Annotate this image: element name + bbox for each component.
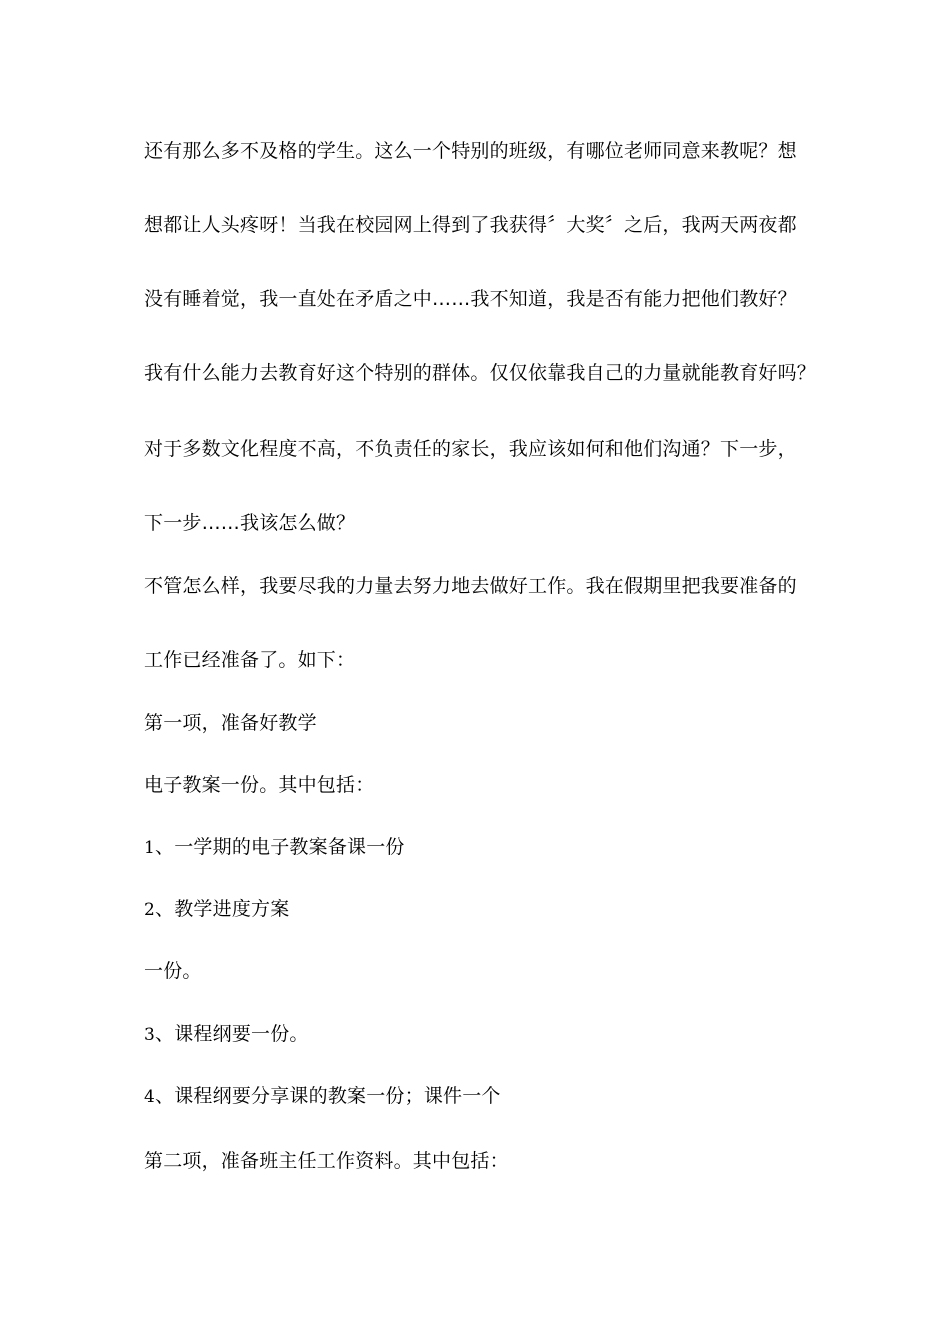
list-item [144,1022,309,1047]
paragraph-line-4: 我有什么能力去教育好这个特别的群体。仅仅依靠我自己的力量就能教育好吗？ [144,362,817,384]
section-heading-2: 第二项，准备班主任工作资料。其中包括： [144,1150,509,1172]
list-item-text: 、一学期的电子教案备课一份 [155,836,405,858]
list-item [144,897,289,922]
paragraph-line-1: 还有那么多不及格的学生。这么一个特别的班级，有哪位老师同意来教呢？想 [144,140,797,162]
section-heading-1: 第一项，准备好教学 [144,712,317,734]
paragraph-line-6: 下一步……我该怎么做？ [144,512,356,534]
paragraph-line-9: 电子教案一份。其中包括： [144,774,375,796]
list-item-number: 1 [144,838,156,858]
paragraph-line-8: 工作已经准备了。如下： [144,649,356,671]
list-item [144,1084,501,1109]
list-item-text: 、课程纲要分享课的教案一份；课件一个 [155,1085,501,1107]
list-item-continuation: 一份。 [144,960,202,982]
list-item-number: 2 [144,900,156,920]
paragraph-line-5: 对于多数文化程度不高，不负责任的家长，我应该如何和他们沟通？下一步， [144,438,797,460]
paragraph-line-3: 没有睡着觉，我一直处在矛盾之中……我不知道，我是否有能力把他们教好？ [144,288,797,310]
paragraph-line-7: 不管怎么样，我要尽我的力量去努力地去做好工作。我在假期里把我要准备的 [144,575,797,597]
paragraph-line-2: 想都让人头疼呀！当我在校园网上得到了我获得〞大奖〞之后，我两天两夜都 [144,214,797,236]
list-item-text: 、教学进度方案 [155,898,290,920]
list-item-number: 3 [144,1025,156,1045]
list-item-text: 、课程纲要一份。 [155,1023,309,1045]
list-item-number: 4 [144,1087,156,1107]
list-item [144,835,405,860]
